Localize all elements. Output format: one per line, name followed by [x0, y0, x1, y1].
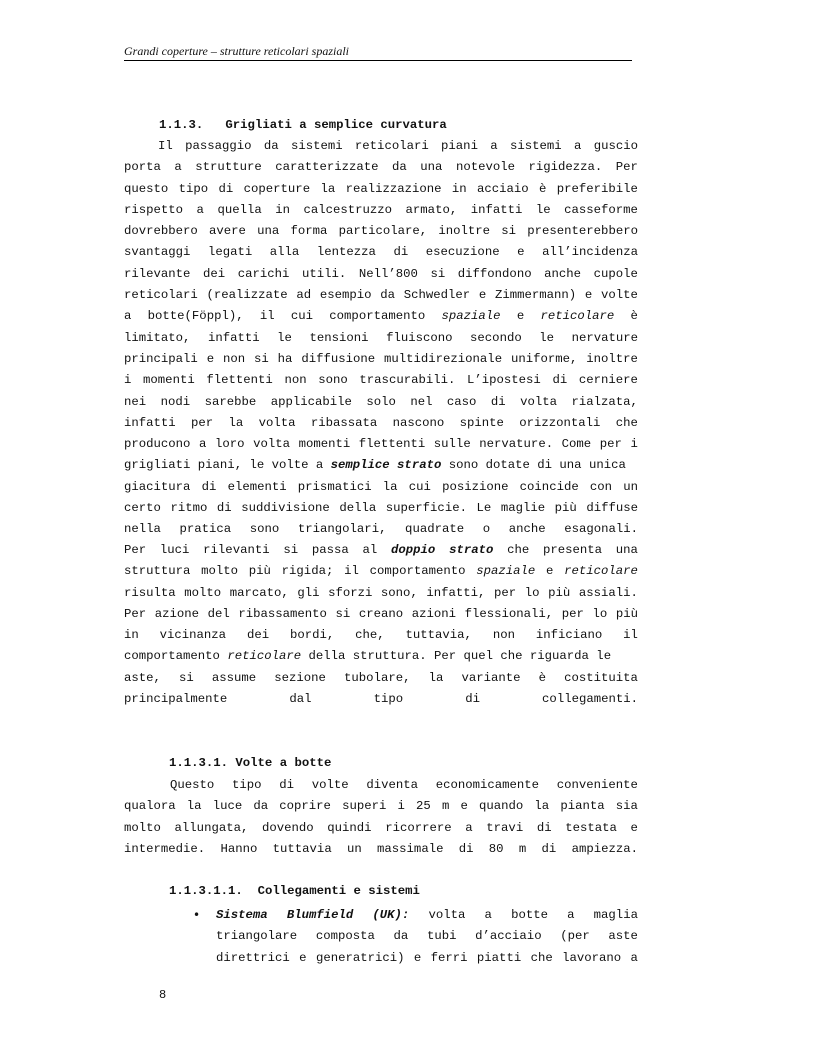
page-number: 8: [159, 988, 167, 1002]
text-line: dovrebbero avere una forma particolare, inoltre si presenterebbero: [124, 224, 638, 239]
text-line: Questo tipo di volte diventa economicamente conveniente: [170, 778, 638, 792]
text-line: direttrici e generatrici) e ferri piatti che lavorano a: [216, 950, 638, 965]
text-line: giacitura di elementi prismatici la cui posizione coincide con un: [124, 479, 638, 494]
text-line: rispetto a quella in calcestruzzo armato, infatti le casseforme: [124, 202, 638, 217]
paragraph-3: [124, 775, 638, 860]
text-line: principalmente dal tipo di collegamenti.: [124, 692, 638, 707]
text-line: molto allungata, dovendo quindi ricorrere a travi di testata e: [124, 820, 638, 835]
text-line: infatti per la volta ribassata nascono spinte orizzontali che: [124, 415, 638, 430]
paragraph-1: [124, 136, 638, 541]
text-line: reticolari (realizzate ad esempio da Schwedler e Zimmermann) e volte: [124, 288, 638, 303]
section-heading-1-1-3-1-1: 1.1.3.1.1. Collegamenti e sistemi: [169, 884, 420, 898]
text-line: principali e non si ha diffusione multidirezionale uniforme, inoltre: [124, 351, 638, 366]
text-line: comportamento reticolare della struttura. Per quel che riguarda le: [124, 649, 612, 664]
text-line: Per luci rilevanti si passa al doppio strato che presenta una: [124, 543, 638, 557]
section-number: 1.1.3.: [159, 118, 204, 132]
text-line: triangolare composta da tubi d’acciaio (per aste: [216, 929, 638, 944]
text-line: nei nodi sarebbe applicabile solo nel caso di volta rialzata,: [124, 394, 638, 409]
section-heading-1-1-3-1: 1.1.3.1. Volte a botte: [169, 756, 332, 770]
text-line: i momenti flettenti non sono trascurabili. L’ipostesi di cerniere: [124, 373, 638, 388]
text-line: Il passaggio da sistemi reticolari piani a sistemi a guscio: [158, 139, 638, 153]
text-line: certo ritmo di suddivisione della superficie. Le maglie più diffuse: [124, 501, 638, 516]
text-line: intermedie. Hanno tuttavia un massimale di 80 m di ampiezza.: [124, 841, 638, 856]
text-line: rilevante dei carichi utili. Nell’800 si diffondono anche cupole: [124, 266, 638, 281]
paragraph-2: [124, 540, 638, 710]
text-line: qualora la luce da coprire superi i 25 m e quando la pianta sia: [124, 799, 638, 814]
section-title: Grigliati a semplice curvatura: [225, 118, 447, 132]
bullet-item: [216, 905, 638, 969]
text-line: Per azione del ribassamento si creano azioni flessionali, per lo più: [124, 606, 638, 621]
running-header-title: Grandi coperture – strutture reticolari spaziali: [124, 44, 349, 58]
text-line: svantaggi legati alla lentezza di esecuzione e all’incidenza: [124, 245, 638, 260]
text-line: nella pratica sono triangolari, quadrate o anche esagonali.: [124, 522, 638, 537]
section-heading-1-1-3: [159, 118, 447, 132]
text-line: questo tipo di coperture la realizzazione in acciaio è preferibile: [124, 181, 638, 196]
bullet-icon: •: [193, 908, 201, 922]
text-line: Sistema Blumfield (UK): volta a botte a maglia: [216, 908, 638, 922]
text-line: in vicinanza dei bordi, che, tuttavia, non inficiano il: [124, 628, 638, 643]
text-line: producono a loro volta momenti flettenti sulle nervature. Come per i: [124, 437, 638, 452]
running-header: [124, 44, 632, 61]
text-line: porta a strutture caratterizzate da una notevole rigidezza. Per: [124, 160, 638, 175]
text-line: aste, si assume sezione tubolare, la variante è costituita: [124, 670, 638, 685]
text-line: struttura molto più rigida; il comportamento spaziale e reticolare: [124, 564, 638, 579]
text-line: limitato, infatti le tensioni fluiscono secondo le nervature: [124, 330, 638, 345]
text-line: grigliati piani, le volte a semplice strato sono dotate di una unica: [124, 458, 626, 473]
text-line: risulta molto marcato, gli sforzi sono, infatti, per lo più assiali.: [124, 585, 638, 600]
text-line: a botte(Föppl), il cui comportamento spaziale e reticolare è: [124, 309, 638, 324]
